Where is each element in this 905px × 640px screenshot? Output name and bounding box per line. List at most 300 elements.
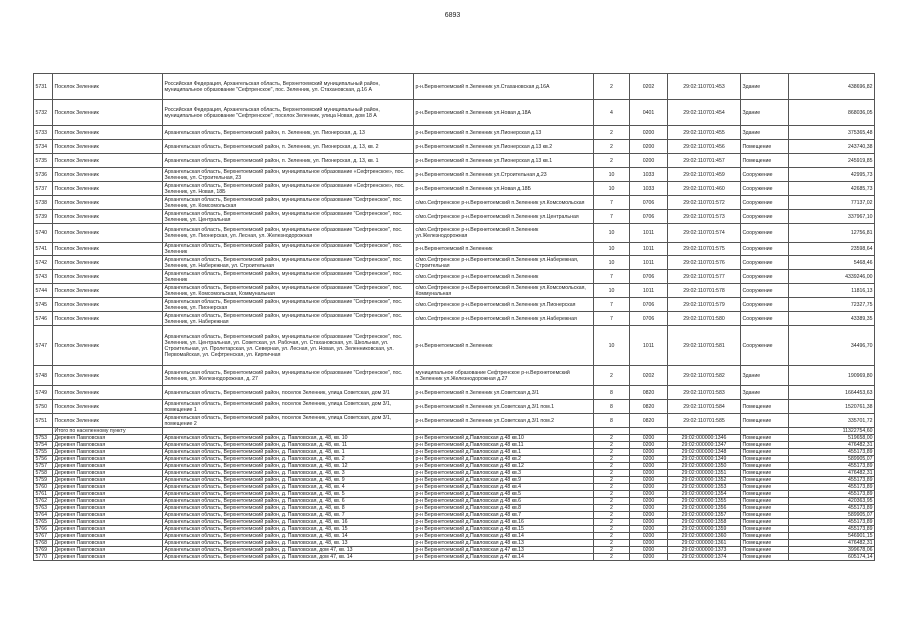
cell-kladr: 0401 <box>630 100 668 126</box>
cell-type: Помещение <box>741 140 789 154</box>
cell-kladr: 0706 <box>630 270 668 284</box>
cell-cadastral: 29:02:110701:572 <box>668 196 741 210</box>
cell-cadastral: 29:02:110701:580 <box>668 312 741 326</box>
empty-cell <box>414 428 594 435</box>
cell-num: 7 <box>594 270 630 284</box>
table-row <box>34 498 875 505</box>
page-number: 6893 <box>444 12 461 19</box>
table-row <box>34 74 875 100</box>
cell-alt-address: р-н Верхнетоемский д.Павловская д.48 кв.9 <box>414 477 594 484</box>
cell-settlement: Деревня Павловская <box>53 435 163 442</box>
subtotal-label: Итого по населенному пункту <box>53 428 163 435</box>
cell-address: Архангельская область, Верхнетоемский район, д. Павловская, дом 47, кв. 14 <box>163 554 414 561</box>
cell-cadastral: 29:02:110701:460 <box>668 182 741 196</box>
cell-settlement: Поселок Зеленник <box>53 182 163 196</box>
cell-settlement: Поселок Зеленник <box>53 196 163 210</box>
table-row <box>34 526 875 533</box>
cell-cadastral: 29:02:110701:457 <box>668 154 741 168</box>
cell-cadastral: 29:02:000000:1374 <box>668 554 741 561</box>
table-row <box>34 284 875 298</box>
cell-address: Архангельская область, Верхнетоемский район, д. Павловская, д. 48, кв. 13 <box>163 540 414 547</box>
cell-kladr: 1011 <box>630 284 668 298</box>
cell-cost: 4339246,00 <box>789 270 875 284</box>
cell-kladr: 0200 <box>630 505 668 512</box>
cell-alt-address: р-н.Верхнетоемский п.Зеленник ул.Новая д.18Б <box>414 182 594 196</box>
cell-type: Сооружение <box>741 256 789 270</box>
cell-id: 5733 <box>34 126 53 140</box>
cell-cost: 190969,80 <box>789 366 875 386</box>
cell-settlement: Поселок Зеленник <box>53 243 163 256</box>
cell-cost: 337967,10 <box>789 210 875 224</box>
cell-id: 5749 <box>34 386 53 400</box>
cell-alt-address: р-н Верхнетоемский д.Павловская д.48 кв.11 <box>414 442 594 449</box>
cell-settlement: Деревня Павловская <box>53 512 163 519</box>
cell-cadastral: 29:02:000000:1352 <box>668 477 741 484</box>
cell-type: Помещение <box>741 540 789 547</box>
cell-cost: 589905,07 <box>789 512 875 519</box>
cell-settlement: Поселок Зеленник <box>53 140 163 154</box>
cell-num: 2 <box>594 540 630 547</box>
cell-alt-address: с/мо.Сефтренское р-н.Верхнетоемский п.Зеленник ул.Железнодорожная <box>414 224 594 243</box>
cell-address: Российская Федерация, Архангельская область, Верхнетоемский муниципальный район, муниципальное образование "Сефтренское", поселок Зеленник, улица Новая, дом 18 А <box>163 100 414 126</box>
cell-num: 2 <box>594 498 630 505</box>
cell-settlement: Поселок Зеленник <box>53 100 163 126</box>
cell-address: Архангельская область, Верхнетоемский район, муниципальное образование "Сефтренское", пос. Зеленник, ул. Центральная, ул. Советская, ул. Рабочая, ул. Стахановская, ул. Школьная, ул. Строительная, ул. Пролетарская, ул. Северная, ул. Лесная, ул. Новая, ул. Зеленниковская, ул. Первомайская, ул. Сефтренская, ул. Кирпичная <box>163 326 414 366</box>
cell-settlement: Деревня Павловская <box>53 442 163 449</box>
cell-num: 8 <box>594 386 630 400</box>
cell-type: Сооружение <box>741 224 789 243</box>
cell-kladr: 0200 <box>630 442 668 449</box>
cell-alt-address: р-н Верхнетоемский д.Павловская д.48 кв.16 <box>414 519 594 526</box>
cell-id: 5743 <box>34 270 53 284</box>
cell-alt-address: с/мо.Сефтренское р-н.Верхнетоемский п.Зеленник ул.Набережная, Строительная <box>414 256 594 270</box>
cell-cadastral: 29:02:000000:1358 <box>668 519 741 526</box>
cell-cost: 455173,89 <box>789 449 875 456</box>
cell-settlement: Поселок Зеленник <box>53 210 163 224</box>
cell-alt-address: р-н.Верхнетоемский п.Зеленник <box>414 326 594 366</box>
cell-type: Помещение <box>741 484 789 491</box>
cell-address: Архангельская область, Верхнетоемский район, п. Зеленник, ул. Пионерская, д. 13, кв. 1 <box>163 154 414 168</box>
cell-alt-address: р-н Верхнетоемский д.Павловская д.48 кв.8 <box>414 505 594 512</box>
table-row <box>34 224 875 243</box>
cell-id: 5765 <box>34 519 53 526</box>
cell-type: Сооружение <box>741 196 789 210</box>
cell-address: Архангельская область, Верхнетоемский район, муниципальное образование "Сефтренское", пос. Зеленник, ул. Центральная <box>163 210 414 224</box>
cell-id: 5769 <box>34 547 53 554</box>
cell-cost: 455173,89 <box>789 463 875 470</box>
cell-type: Здание <box>741 100 789 126</box>
cell-cost: 476482,31 <box>789 540 875 547</box>
cell-alt-address: р-н Верхнетоемский д.Павловская д.48 кв.4 <box>414 484 594 491</box>
cell-type: Помещение <box>741 463 789 470</box>
cell-type: Помещение <box>741 414 789 428</box>
cell-cadastral: 29:02:000000:1349 <box>668 456 741 463</box>
cell-cadastral: 29:02:000000:1351 <box>668 470 741 477</box>
empty-cell <box>741 428 789 435</box>
cell-type: Здание <box>741 126 789 140</box>
cell-kladr: 0200 <box>630 498 668 505</box>
cell-cadastral: 29:02:110701:576 <box>668 256 741 270</box>
cell-cadastral: 29:02:000000:1355 <box>668 498 741 505</box>
cell-num: 2 <box>594 470 630 477</box>
cell-type: Сооружение <box>741 210 789 224</box>
cell-type: Здание <box>741 386 789 400</box>
cell-cadastral: 29:02:110701:581 <box>668 326 741 366</box>
table-row <box>34 140 875 154</box>
cell-num: 2 <box>594 484 630 491</box>
cell-settlement: Поселок Зеленник <box>53 74 163 100</box>
table-row <box>34 540 875 547</box>
cell-num: 2 <box>594 463 630 470</box>
cell-num: 2 <box>594 435 630 442</box>
cell-settlement: Поселок Зеленник <box>53 270 163 284</box>
cell-settlement: Поселок Зеленник <box>53 224 163 243</box>
cell-kladr: 0200 <box>630 470 668 477</box>
cell-alt-address: с/мо.Сефтренское р-н.Верхнетоемский п.Зеленник <box>414 270 594 284</box>
cell-id: 5760 <box>34 484 53 491</box>
cell-address: Архангельская область, Верхнетоемский район, муниципальное образование «Сефтренское», пос. Зеленник, ул. Новая, 18Б <box>163 182 414 196</box>
table-row <box>34 270 875 284</box>
cell-cost: 476482,31 <box>789 470 875 477</box>
cell-cadastral: 29:02:110701:582 <box>668 366 741 386</box>
cell-id: 5761 <box>34 491 53 498</box>
cell-address: Архангельская область, Верхнетоемский район, д. Павловская, дом 47, кв. 13 <box>163 547 414 554</box>
cell-kladr: 1033 <box>630 168 668 182</box>
cell-address: Архангельская область, Верхнетоемский район, д. Павловская, д. 48, кв. 14 <box>163 533 414 540</box>
cell-cost: 589905,07 <box>789 456 875 463</box>
cell-address: Архангельская область, Верхнетоемский район, д. Павловская, д. 48, кв. 2 <box>163 456 414 463</box>
cell-cost: 605174,14 <box>789 554 875 561</box>
cell-cadastral: 29:02:110701:456 <box>668 140 741 154</box>
cell-num: 10 <box>594 224 630 243</box>
cell-address: Архангельская область, Верхнетоемский район, д. Павловская, д. 48, кв. 1 <box>163 449 414 456</box>
cell-id: 5755 <box>34 449 53 456</box>
cell-address: Архангельская область, Верхнетоемский район, д. Павловская, д. 48, кв. 16 <box>163 519 414 526</box>
empty-cell <box>163 428 414 435</box>
table-row <box>34 243 875 256</box>
cell-type: Помещение <box>741 470 789 477</box>
cell-type: Сооружение <box>741 326 789 366</box>
cell-alt-address: р-н Верхнетоемский д.Павловская д.48 кв.15 <box>414 526 594 533</box>
cell-settlement: Деревня Павловская <box>53 463 163 470</box>
cell-kladr: 0706 <box>630 298 668 312</box>
cell-kladr: 0820 <box>630 386 668 400</box>
cell-address: Архангельская область, Верхнетоемский район, поселок Зеленник, улица Советская, дом 3/1 <box>163 386 414 400</box>
cell-kladr: 0200 <box>630 533 668 540</box>
subtotal-cost: 11322754,60 <box>789 428 875 435</box>
cell-alt-address: с/мо.Сефтренское р-н.Верхнетоемский п.Зеленник ул.Пионерская <box>414 298 594 312</box>
cell-type: Помещение <box>741 449 789 456</box>
cell-address: Архангельская область, Верхнетоемский район, муниципальное образование "Сефтренское", пос. Зеленник, ул. Пионерская, ул. Лесная, ул. Железнодорожная <box>163 224 414 243</box>
cell-address: Архангельская область, Верхнетоемский район, муниципальное образование "Сефтренское", пос. Зеленник <box>163 243 414 256</box>
table-row <box>34 100 875 126</box>
cell-settlement: Деревня Павловская <box>53 505 163 512</box>
cell-kladr: 0200 <box>630 512 668 519</box>
table-row <box>34 182 875 196</box>
cell-type: Сооружение <box>741 284 789 298</box>
cell-alt-address: р-н.Верхнетоемский п.Зеленник ул.Пионерская д.13 кв.2 <box>414 140 594 154</box>
cell-id: 5766 <box>34 526 53 533</box>
cell-cadastral: 29:02:110701:577 <box>668 270 741 284</box>
cell-cadastral: 29:02:000000:1361 <box>668 540 741 547</box>
cell-alt-address: р-н Верхнетоемский д.Павловская д.48 кв.12 <box>414 463 594 470</box>
cell-type: Здание <box>741 366 789 386</box>
cell-alt-address: р-н Верхнетоемский д.Павловская д.48 кв.7 <box>414 512 594 519</box>
cell-kladr: 1011 <box>630 256 668 270</box>
cell-alt-address: р-н.Верхнетоемский п.Зеленник ул.Советская д.3/1 пом.2 <box>414 414 594 428</box>
cell-num: 8 <box>594 414 630 428</box>
cell-type: Помещение <box>741 526 789 533</box>
cell-cadastral: 29:02:000000:1354 <box>668 491 741 498</box>
cell-type: Сооружение <box>741 243 789 256</box>
cell-num: 7 <box>594 196 630 210</box>
cell-address: Архангельская область, Верхнетоемский район, муниципальное образование "Сефтренское", пос. Зеленник, ул. Набережная <box>163 312 414 326</box>
table-row <box>34 512 875 519</box>
cell-cadastral: 29:02:000000:1348 <box>668 449 741 456</box>
cell-kladr: 1011 <box>630 326 668 366</box>
cell-kladr: 1011 <box>630 224 668 243</box>
cell-cost: 77137,02 <box>789 196 875 210</box>
cell-cadastral: 29:02:000000:1359 <box>668 526 741 533</box>
cell-type: Сооружение <box>741 182 789 196</box>
cell-id: 5758 <box>34 470 53 477</box>
table-row <box>34 449 875 456</box>
cell-cost: 399678,06 <box>789 547 875 554</box>
cell-cost: 34496,70 <box>789 326 875 366</box>
table-row <box>34 126 875 140</box>
cell-num: 4 <box>594 100 630 126</box>
cell-cost: 42995,73 <box>789 168 875 182</box>
cell-cadastral: 29:02:110701:454 <box>668 100 741 126</box>
table-row <box>34 484 875 491</box>
cell-alt-address: р-н Верхнетоемский д.Павловская д.48 кв.1 <box>414 449 594 456</box>
cell-cost: 12756,81 <box>789 224 875 243</box>
cell-settlement: Деревня Павловская <box>53 484 163 491</box>
table-row <box>34 519 875 526</box>
cell-type: Помещение <box>741 400 789 414</box>
cell-cadastral: 29:02:000000:1346 <box>668 435 741 442</box>
cell-address: Архангельская область, Верхнетоемский район, д. Павловская, д. 48, кв. 7 <box>163 512 414 519</box>
cell-id: 5738 <box>34 196 53 210</box>
cell-id: 5731 <box>34 74 53 100</box>
cell-alt-address: р-н.Верхнетоемский п.Зеленник ул.Строительная д.23 <box>414 168 594 182</box>
cell-alt-address: с/мо.Сефтренское р-н.Верхнетоемский п.Зеленник ул.Комсомольская, Коммунальная <box>414 284 594 298</box>
cell-cadastral: 29:02:110701:453 <box>668 74 741 100</box>
table-row <box>34 435 875 442</box>
cell-id: 5732 <box>34 100 53 126</box>
cell-cost: 455173,89 <box>789 484 875 491</box>
table-row <box>34 386 875 400</box>
cell-alt-address: р-н.Верхнетоемский п.Зеленник ул.Советская д.3/1 <box>414 386 594 400</box>
cell-id: 5768 <box>34 540 53 547</box>
cell-num: 2 <box>594 126 630 140</box>
cell-num: 7 <box>594 298 630 312</box>
cell-cadastral: 29:02:000000:1353 <box>668 484 741 491</box>
cell-cost: 438696,82 <box>789 74 875 100</box>
cell-settlement: Деревня Павловская <box>53 519 163 526</box>
cell-address: Архангельская область, Верхнетоемский район, муниципальное образование "Сефтренское", пос. Зеленник <box>163 270 414 284</box>
cell-kladr: 0820 <box>630 400 668 414</box>
cell-alt-address: р-н Верхнетоемский д.Павловская д.48 кв.3 <box>414 470 594 477</box>
cell-cost: 476482,31 <box>789 442 875 449</box>
cell-id: 5741 <box>34 243 53 256</box>
cell-address: Архангельская область, Верхнетоемский район, д. Павловская, д. 48, кв. 9 <box>163 477 414 484</box>
cell-settlement: Деревня Павловская <box>53 477 163 484</box>
cell-cost: 375365,48 <box>789 126 875 140</box>
cell-settlement: Поселок Зеленник <box>53 284 163 298</box>
cell-cadastral: 29:02:000000:1360 <box>668 533 741 540</box>
cell-alt-address: р-н Верхнетоемский д.Павловская д.47 кв.14 <box>414 554 594 561</box>
cell-kladr: 0820 <box>630 414 668 428</box>
cell-alt-address: р-н Верхнетоемский д.Павловская д.48 кв.10 <box>414 435 594 442</box>
cell-cost: 5468,46 <box>789 256 875 270</box>
cell-type: Помещение <box>741 498 789 505</box>
cell-cadastral: 29:02:110701:574 <box>668 224 741 243</box>
table-row <box>34 154 875 168</box>
cell-cost: 420363,95 <box>789 498 875 505</box>
cell-alt-address: р-н Верхнетоемский д.Павловская д.48 кв.5 <box>414 491 594 498</box>
cell-cost: 455173,89 <box>789 526 875 533</box>
cell-num: 2 <box>594 512 630 519</box>
cell-alt-address: р-н.Верхнетоемский п.Зеленник ул.Новая д.18А <box>414 100 594 126</box>
cell-settlement: Поселок Зеленник <box>53 168 163 182</box>
table-row <box>34 470 875 477</box>
cell-cadastral: 29:02:110701:579 <box>668 298 741 312</box>
cell-num: 10 <box>594 243 630 256</box>
cell-type: Помещение <box>741 554 789 561</box>
cell-cadastral: 29:02:110701:459 <box>668 168 741 182</box>
cell-num: 7 <box>594 312 630 326</box>
cell-cost: 1520761,38 <box>789 400 875 414</box>
cell-cadastral: 29:02:110701:578 <box>668 284 741 298</box>
cell-cost: 42685,73 <box>789 182 875 196</box>
table-row <box>34 456 875 463</box>
cell-num: 10 <box>594 182 630 196</box>
cell-kladr: 1033 <box>630 182 668 196</box>
cell-kladr: 0200 <box>630 491 668 498</box>
cell-settlement: Деревня Павловская <box>53 498 163 505</box>
table-row <box>34 547 875 554</box>
cell-type: Помещение <box>741 505 789 512</box>
table-row <box>34 256 875 270</box>
cell-type: Помещение <box>741 512 789 519</box>
cell-kladr: 0202 <box>630 366 668 386</box>
cell-id: 5762 <box>34 498 53 505</box>
cell-cadastral: 29:02:110701:583 <box>668 386 741 400</box>
cell-address: Архангельская область, Верхнетоемский район, муниципальное образование "Сефтренское", пос. Зеленник, ул. Комсомольская <box>163 196 414 210</box>
cell-settlement: Деревня Павловская <box>53 470 163 477</box>
cell-type: Помещение <box>741 435 789 442</box>
cell-alt-address: р-н.Верхнетоемский п.Зеленник ул.Пионерская д.13 <box>414 126 594 140</box>
cell-settlement: Деревня Павловская <box>53 547 163 554</box>
cell-cost: 23598,64 <box>789 243 875 256</box>
cell-num: 2 <box>594 456 630 463</box>
cell-alt-address: муниципальное образование Сефтренское р-н.Верхнетоемский п.Зеленник ул.Железнодорожная д.27 <box>414 366 594 386</box>
cell-cadastral: 29:02:000000:1373 <box>668 547 741 554</box>
cell-settlement: Деревня Павловская <box>53 449 163 456</box>
cell-alt-address: р-н.Верхнетоемский п.Зеленник ул.Советская д.3/1 пом.1 <box>414 400 594 414</box>
cell-num: 7 <box>594 210 630 224</box>
cell-kladr: 0200 <box>630 519 668 526</box>
cell-kladr: 0706 <box>630 312 668 326</box>
cell-cost: 546901,15 <box>789 533 875 540</box>
empty-cell <box>668 428 741 435</box>
cell-alt-address: р-н Верхнетоемский д.Павловская д.48 кв.13 <box>414 540 594 547</box>
cell-num: 8 <box>594 400 630 414</box>
cell-num: 2 <box>594 519 630 526</box>
cell-id: 5747 <box>34 326 53 366</box>
cell-type: Сооружение <box>741 298 789 312</box>
cell-address: Российская Федерация, Архангельская область, Верхнетоемский муниципальный район, муниципальное образование "Сефтренское", пос. Зеленник, ул. Стахановская, д.16 А <box>163 74 414 100</box>
cell-type: Помещение <box>741 477 789 484</box>
cell-num: 2 <box>594 154 630 168</box>
cell-settlement: Деревня Павловская <box>53 540 163 547</box>
cell-num: 10 <box>594 168 630 182</box>
cell-id: 5746 <box>34 312 53 326</box>
cell-id: 5753 <box>34 435 53 442</box>
cell-id: 5767 <box>34 533 53 540</box>
cell-num: 2 <box>594 477 630 484</box>
cell-alt-address: р-н Верхнетоемский д.Павловская д.48 кв.6 <box>414 498 594 505</box>
cell-address: Архангельская область, Верхнетоемский район, д. Павловская, д. 48, кв. 8 <box>163 505 414 512</box>
cell-num: 2 <box>594 140 630 154</box>
subtotal-row <box>34 428 875 435</box>
cell-cost: 11816,13 <box>789 284 875 298</box>
cell-kladr: 1011 <box>630 243 668 256</box>
cell-cost: 243740,38 <box>789 140 875 154</box>
cell-cadastral: 29:02:110701:585 <box>668 414 741 428</box>
cell-alt-address: р-н Верхнетоемский д.Павловская д.48 кв.14 <box>414 533 594 540</box>
table-row <box>34 414 875 428</box>
cell-cost: 455173,89 <box>789 477 875 484</box>
cell-type: Сооружение <box>741 270 789 284</box>
cell-cost: 455173,89 <box>789 519 875 526</box>
cell-type: Сооружение <box>741 168 789 182</box>
cell-type: Помещение <box>741 547 789 554</box>
cell-settlement: Поселок Зеленник <box>53 326 163 366</box>
cell-kladr: 0200 <box>630 154 668 168</box>
cell-kladr: 0200 <box>630 526 668 533</box>
cell-num: 2 <box>594 547 630 554</box>
cell-address: Архангельская область, Верхнетоемский район, д. Павловская, д. 48, кв. 11 <box>163 442 414 449</box>
cell-settlement: Поселок Зеленник <box>53 256 163 270</box>
table-row <box>34 312 875 326</box>
cell-type: Помещение <box>741 533 789 540</box>
cell-address: Архангельская область, Верхнетоемский район, д. Павловская, д. 48, кв. 5 <box>163 491 414 498</box>
cell-type: Сооружение <box>741 312 789 326</box>
cell-kladr: 0706 <box>630 196 668 210</box>
cell-id: 5739 <box>34 210 53 224</box>
table-row <box>34 400 875 414</box>
cell-address: Архангельская область, Верхнетоемский район, д. Павловская, д. 48, кв. 6 <box>163 498 414 505</box>
cell-address: Архангельская область, Верхнетоемский район, муниципальное образование "Сефтренское", пос. Зеленник, ул. Железнодорожная, д. 27 <box>163 366 414 386</box>
cell-num: 10 <box>594 284 630 298</box>
cell-id: 5763 <box>34 505 53 512</box>
cell-settlement: Поселок Зеленник <box>53 312 163 326</box>
cell-num: 2 <box>594 526 630 533</box>
empty-cell <box>630 428 668 435</box>
cell-address: Архангельская область, Верхнетоемский район, поселок Зеленник, улица Советская, дом 3/1, помещение 1 <box>163 400 414 414</box>
cell-alt-address: р-н Верхнетоемский д.Павловская д.47 кв.13 <box>414 547 594 554</box>
cell-kladr: 0200 <box>630 126 668 140</box>
cell-cost: 868036,05 <box>789 100 875 126</box>
cell-address: Архангельская область, Верхнетоемский район, муниципальное образование "Сефтренское", пос. Зеленник, ул. Комсомольская, Коммунальная <box>163 284 414 298</box>
cell-settlement: Поселок Зеленник <box>53 386 163 400</box>
cell-address: Архангельская область, Верхнетоемский район, д. Павловская, д. 48, кв. 3 <box>163 470 414 477</box>
cell-num: 2 <box>594 449 630 456</box>
cell-settlement: Деревня Павловская <box>53 526 163 533</box>
cell-kladr: 0200 <box>630 456 668 463</box>
